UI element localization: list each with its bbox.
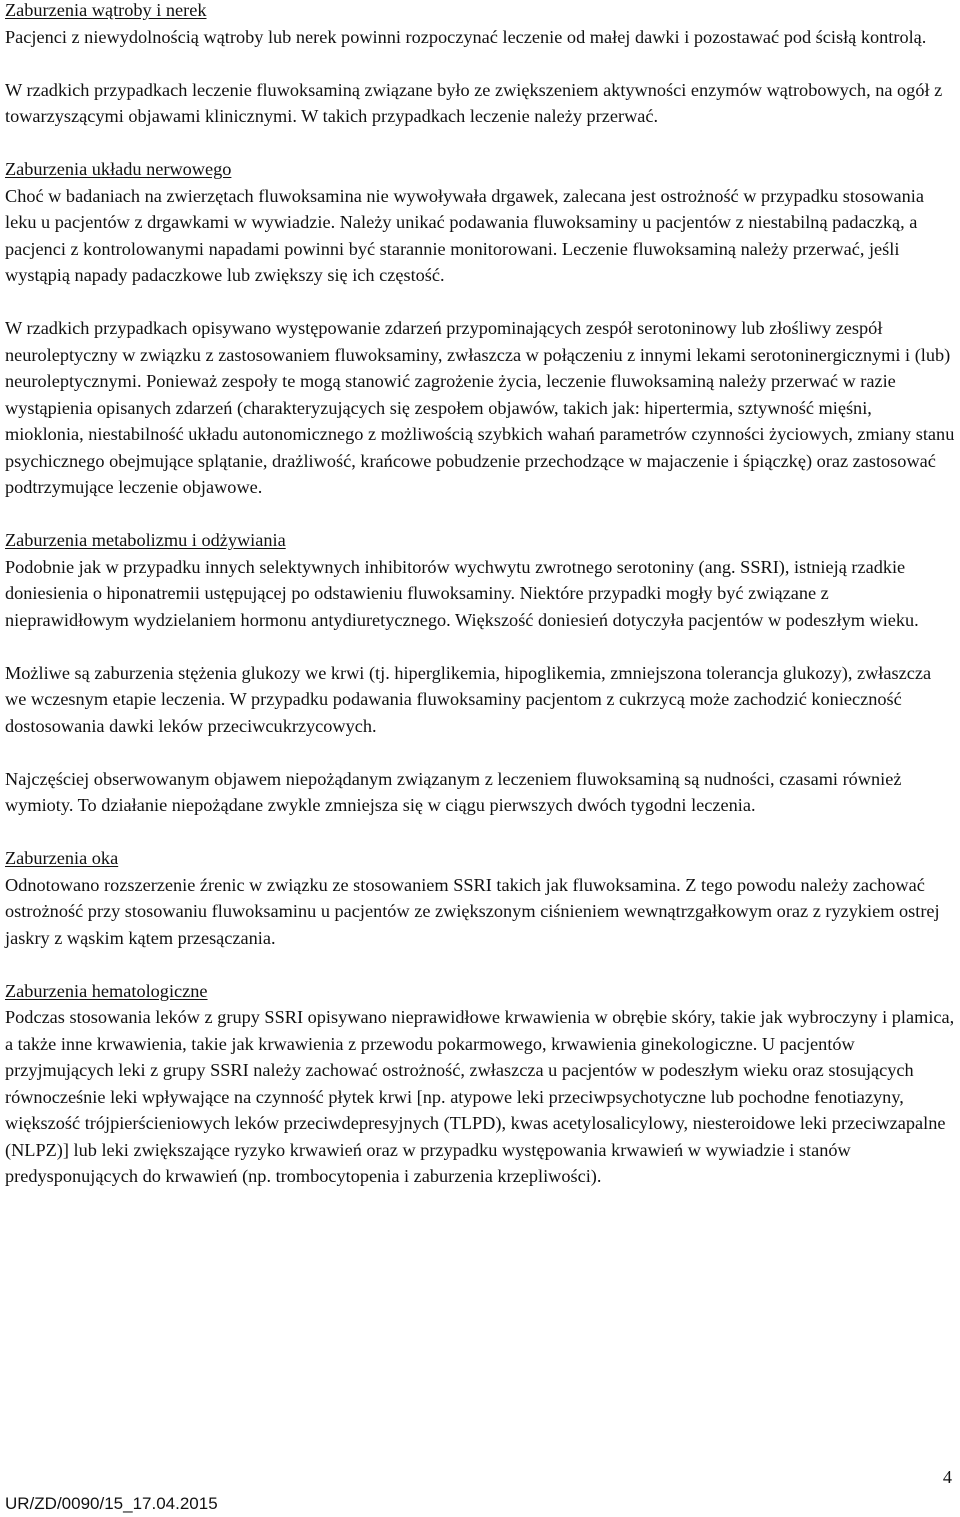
document-page	[5, 0, 955, 1190]
document-code: UR/ZD/0090/15_17.04.2015	[5, 1494, 218, 1513]
paragraph: Możliwe są zaburzenia stężenia glukozy we krwi (tj. hiperglikemia, hipoglikemia, zmniejszona tolerancja glukozy), zwłaszcza we wczesnym etapie leczenia. W przypadku podawania fluwoksaminy pacjentom z cukrzycą może zachodzić konieczność dostosowania dawki leków przeciwcukrzycowych.	[5, 662, 932, 736]
paragraph: Odnotowano rozszerzenie źrenic w związku ze stosowaniem SSRI takich jak fluwoksamina. Z tego powodu należy zachować ostrożność przy stosowaniu fluwoksaminu u pacjentów ze zwiększonym ciśnieniem wewnątrzgałkowym oraz z ryzykiem ostrej jaskry z wąskim kątem przesączania.	[5, 874, 940, 948]
section-heading-eye: Zaburzenia oka	[5, 848, 119, 868]
section-heading-hematologic: Zaburzenia hematologiczne	[5, 980, 208, 1001]
section-heading-nervous-system: Zaburzenia układu nerwowego	[5, 159, 232, 179]
paragraph: Podobnie jak w przypadku innych selektywnych inhibitorów wychwytu zwrotnego serotoniny (ang. SSRI), istnieją rzadkie doniesienia o hiponatremii ustępującej po odstawieniu fluwoksaminy. Niektóre przypadki mogły być związane z nieprawidłowym wydzielaniem hormonu antydiuretycznego. Większość doniesień dotyczyła pacjentów w podeszłym wieku.	[5, 556, 919, 630]
paragraph: W rzadkich przypadkach opisywano występowanie zdarzeń przypominających zespół serotoninowy lub złośliwy zespół neuroleptyczny w związku z zastosowaniem fluwoksaminy, zwłaszcza w połączeniu z innymi lekami serotoninergicznymi i (lub) neuroleptycznymi. Ponieważ zespoły te mogą stanowić zagrożenie życia, leczenie fluwoksaminą należy przerwać w razie wystąpienia opisanych zdarzeń (charakteryzujących się zespołem objawów, takich jak: hipertermia, sztywność mięśni, mioklonia, niestabilność układu autonomicznego z możliwością szybkich wahań parametrów czynności życiowych, zmiany stanu psychicznego obejmujące splątanie, drażliwość, krańcowe pobudzenie przechodzące w majaczenie i śpiączkę) oraz zastosować podtrzymujące leczenie objawowe.	[5, 318, 955, 497]
paragraph: Podczas stosowania leków z grupy SSRI opisywano nieprawidłowe krwawienia w obrębie skóry, takie jak wybroczyny i plamica, a także inne krwawienia, takie jak krwawienia z przewodu pokarmowego, krwawienia ginekologiczne. U pacjentów przyjmujących leki z grupy SSRI należy zachować ostrożność, zwłaszcza u pacjentów w podeszłym wieku oraz stosujących równocześnie leki wpływające na czynność płytek krwi [np. atypowe leki przeciwpsychotyczne lub pochodne fenotiazyny, większość trójpierścieniowych leków przeciwdepresyjnych (TLPD), kwas acetylosalicylowy, niesteroidowe leki przeciwzapalne (NLPZ)] lub leki zwiększające ryzyko krwawień oraz w przypadku występowania krwawień w wywiadzie i stanów predysponujących do krwawień (np. trombocytopenia i zaburzenia krzepliwości).	[5, 1007, 955, 1186]
paragraph: Najczęściej obserwowanym objawem niepożądanym związanym z leczeniem fluwoksaminą są nudności, czasami również wymioty. To działanie niepożądane zwykle zmniejsza się w ciągu pierwszych dwóch tygodni leczenia.	[5, 768, 902, 815]
section-heading-metabolism: Zaburzenia metabolizmu i odżywiania	[5, 530, 286, 550]
page-number: 4	[942, 1467, 952, 1487]
paragraph: Pacjenci z niewydolnością wątroby lub nerek powinni rozpoczynać leczenie od małej dawki i pozostawać pod ścisłą kontrolą.	[5, 26, 927, 47]
paragraph: W rzadkich przypadkach leczenie fluwoksaminą związane było ze zwiększeniem aktywności enzymów wątrobowych, na ogół z towarzyszącymi objawami klinicznymi. W takich przypadkach leczenie należy przerwać.	[5, 79, 943, 126]
paragraph: Choć w badaniach na zwierzętach fluwoksamina nie wywoływała drgawek, zalecana jest ostrożność w przypadku stosowania leku u pacjentów z drgawkami w wywiadzie. Należy unikać podawania fluwoksaminy u pacjentów z niestabilną padaczką, a pacjenci z kontrolowanymi napadami powinni być starannie monitorowani. Leczenie fluwoksaminą należy przerwać, jeśli wystąpią napady padaczkowe lub zwiększy się ich częstość.	[5, 185, 924, 285]
section-heading-liver: Zaburzenia wątroby i nerek	[5, 0, 207, 20]
